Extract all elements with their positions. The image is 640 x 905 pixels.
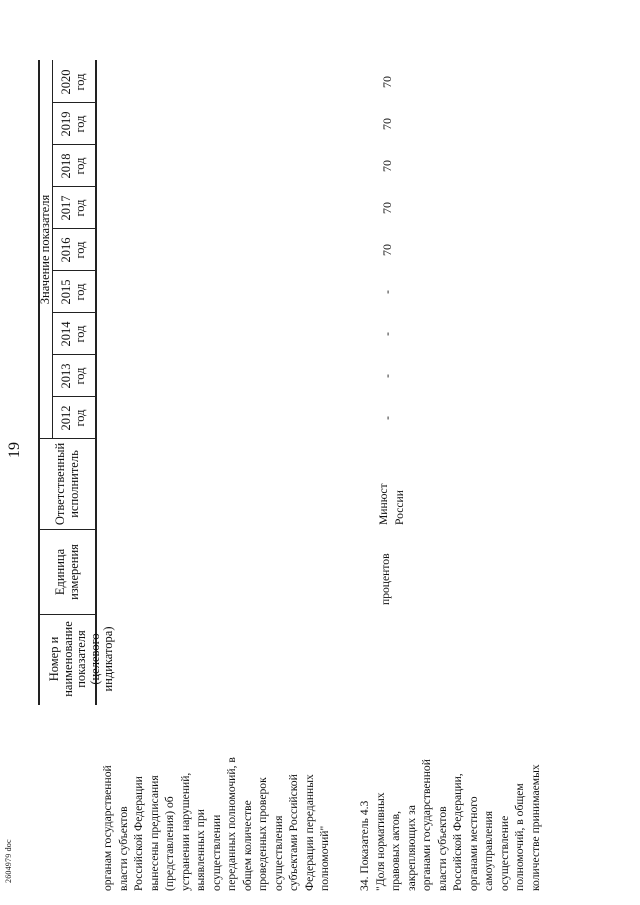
row-continuation-name: органам государственной власти субъектов Российской Федерации вынесены предписания (представления) об устранении нарушений, выявленных при осуществлении переданных полномочий, в общем количестве проведенных проверок осуществления субъектами Российской Федерации переданных полномочий" (101, 757, 331, 891)
row-34-value-2018: 70 (380, 160, 394, 172)
header-values-group: Значение показателя (38, 194, 52, 305)
row-34-value-2016: 70 (380, 244, 394, 256)
year-2016: 2016 год (59, 237, 87, 263)
page-number: 19 (6, 442, 23, 458)
row-34-value-2014: - (380, 332, 394, 336)
header-bottom-rule (95, 60, 97, 705)
year-2013: 2013 год (59, 363, 87, 389)
row-34-value-2019: 70 (380, 118, 394, 130)
row-34-executor: Минюст России (377, 483, 406, 525)
header-name: Номер и наименование показателя (целевого индикатора) (47, 621, 115, 697)
row-34-unit: процентов (379, 553, 392, 605)
row-34-value-2020: 70 (380, 76, 394, 88)
row-34-value-2015: - (380, 290, 394, 294)
year-2015: 2015 год (59, 279, 87, 305)
year-2017: 2017 год (59, 195, 87, 221)
header-executor: Ответственный исполнитель (53, 442, 81, 526)
row-34-value-2017: 70 (380, 202, 394, 214)
year-2018: 2018 год (59, 153, 87, 179)
year-2020: 2020 год (59, 69, 87, 95)
row-34-value-2012: - (380, 416, 394, 420)
row-34-name: 34. Показатель 4.3 "Доля нормативных правовых актов, закрепляющих за органами государственной власти субъектов Российской Федерации, органами местного самоуправления осуществление полномочий, в общем количестве принимаемых (358, 759, 542, 891)
col-divider (38, 529, 96, 530)
document-stamp: 2604979 doc (4, 839, 13, 883)
year-2014: 2014 год (59, 321, 87, 347)
year-2012: 2012 год (59, 405, 87, 431)
year-2019: 2019 год (59, 111, 87, 137)
header-unit: Единица измерения (53, 544, 81, 600)
col-divider (38, 614, 96, 615)
row-34-value-2013: - (380, 374, 394, 378)
